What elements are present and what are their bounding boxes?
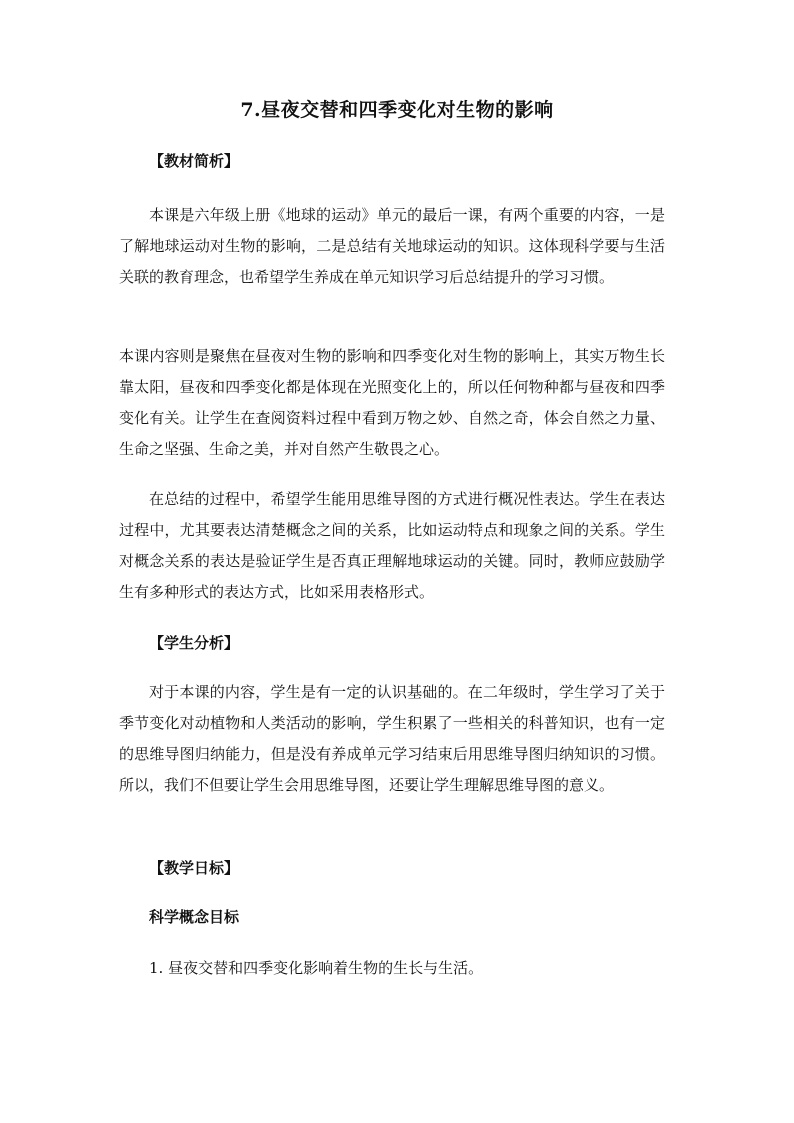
section-heading-student-analysis: 【学生分析】 [149,634,240,652]
paragraph-textbook-analysis-1: 本课是六年级上册《地球的运动》单元的最后一课，有两个重要的内容，一是了解地球运动对生物的影响，二是总结有关地球运动的知识。这体现科学要与生活关联的教育理念，也希望学生养成在单元知识学习后总结提升的学习习惯。 [119,206,665,286]
paragraph-textbook-analysis-3: 在总结的过程中，希望学生能用思维导图的方式进行概况性表达。学生在表达过程中，尤其要表达清楚概念之间的关系，比如运动特点和现象之间的关系。学生对概念关系的表达是验证学生是否真正理解地球运动的关键。同时，教师应鼓励学生有多种形式的表达方式，比如采用表格形式。 [119,490,665,601]
paragraph-student-analysis: 对于本课的内容，学生是有一定的认识基础的。在二年级时，学生学习了关于季节变化对动植物和人类活动的影响，学生积累了一些相关的科普知识，也有一定的思维导图归纳能力，但是没有养成单元学习结束后用思维导图归纳知识的习惯。所以，我们不但要让学生会用思维导图，还要让学生理解思维导图的意义。 [119,683,665,794]
section-heading-teaching-goals: 【教学日标】 [149,859,240,877]
section-heading-textbook-analysis: 【教材简析】 [149,152,240,170]
goal-list-item-1: 1. 昼夜交替和四季变化影响着生物的生长与生活。 [149,959,484,977]
paragraph-textbook-analysis-2: 本课内容则是聚焦在昼夜对生物的影响和四季变化对生物的影响上，其实万物生长靠太阳，昼夜和四季变化都是体现在光照变化上的，所以任何物种都与昼夜和四季变化有关。让学生在查阅资料过程中看到万物之妙、自然之奇，体会自然之力量、生命之坚强、生命之美，并对自然产生敬畏之心。 [119,347,665,458]
subheading-science-concept-goals: 科学概念目标 [149,908,240,926]
document-title: 7.昼夜交替和四季变化对生物的影响 [240,99,554,121]
